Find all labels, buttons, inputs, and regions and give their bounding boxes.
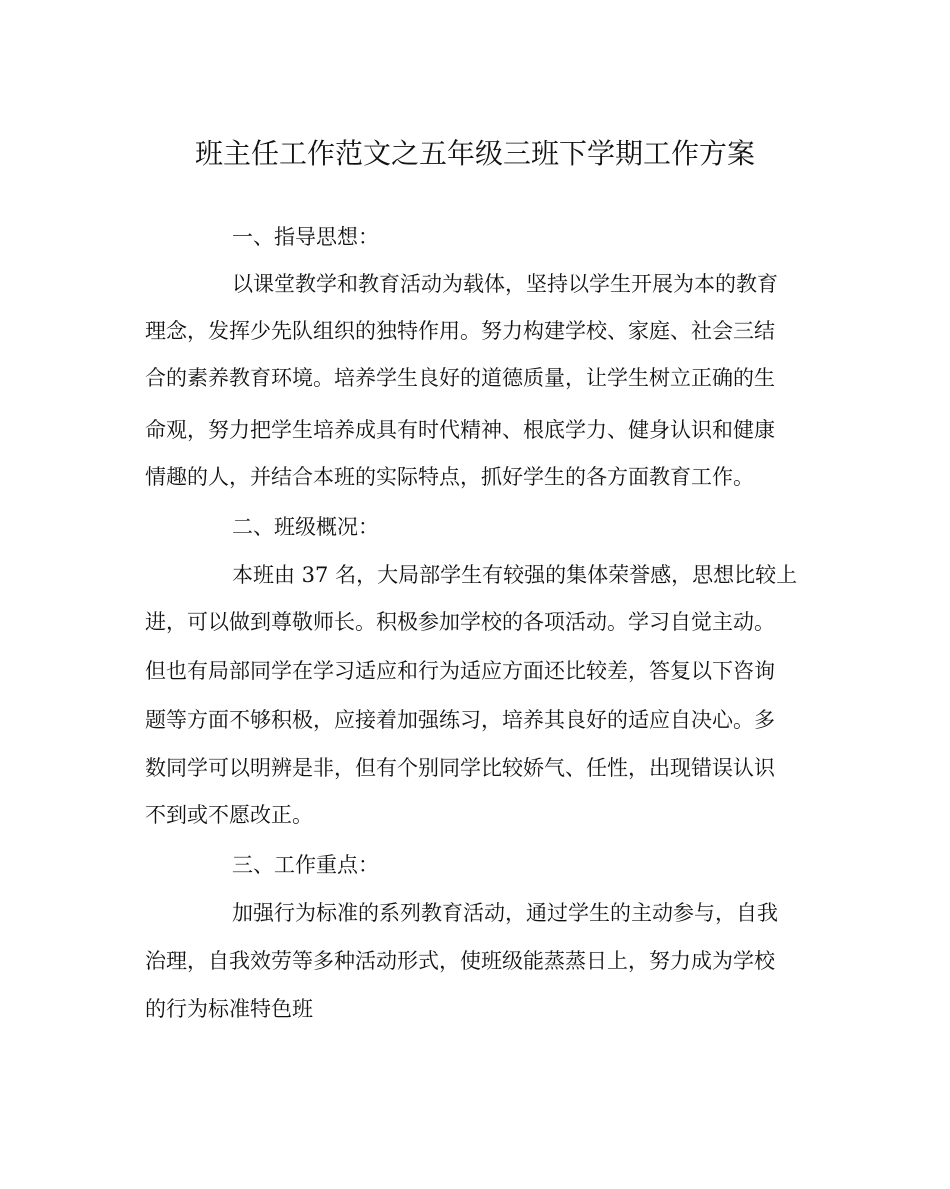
paragraph-line: 不到或不愿改正。 bbox=[145, 803, 313, 827]
paragraph-line: 治理，自我效劳等多种活动形式，使班级能蒸蒸日上，努力成为学校 bbox=[145, 949, 775, 973]
paragraph-line: 合的素养教育环境。培养学生良好的道德质量，让学生树立正确的生 bbox=[145, 366, 775, 390]
paragraph-line: 题等方面不够积极，应接着加强练习，培养其良好的适应自决心。多 bbox=[145, 708, 775, 732]
paragraph-line: 本班由 37 名，大局部学生有较强的集体荣誉感，思想比较上 bbox=[232, 563, 798, 587]
paragraph-line: 加强行为标准的系列教育活动，通过学生的主动参与，自我 bbox=[232, 901, 778, 925]
paragraph-line: 数同学可以明辨是非，但有个别同学比较娇气、任性，出现错误认识 bbox=[145, 756, 775, 780]
paragraph-line: 以课堂教学和教育活动为载体，坚持以学生开展为本的教育 bbox=[232, 272, 778, 296]
section-heading-guiding-thought: 一、指导思想： bbox=[232, 225, 379, 249]
document-title: 班主任工作范文之五年级三班下学期工作方案 bbox=[194, 137, 755, 170]
paragraph-line: 进，可以做到尊敬师长。积极参加学校的各项活动。学习自觉主动。 bbox=[145, 610, 775, 634]
paragraph-line: 的行为标准特色班 bbox=[145, 997, 313, 1021]
paragraph-line: 理念，发挥少先队组织的独特作用。努力构建学校、家庭、社会三结 bbox=[145, 319, 775, 343]
paragraph-line: 情趣的人，并结合本班的实际特点，抓好学生的各方面教育工作。 bbox=[145, 465, 754, 489]
paragraph-line: 但也有局部同学在学习适应和行为适应方面还比较差，答复以下咨询 bbox=[145, 659, 775, 683]
section-heading-work-focus: 三、工作重点： bbox=[232, 853, 379, 877]
section-heading-class-overview: 二、班级概况： bbox=[232, 515, 379, 539]
paragraph-line: 命观，努力把学生培养成具有时代精神、根底学力、健身认识和健康 bbox=[145, 418, 775, 442]
